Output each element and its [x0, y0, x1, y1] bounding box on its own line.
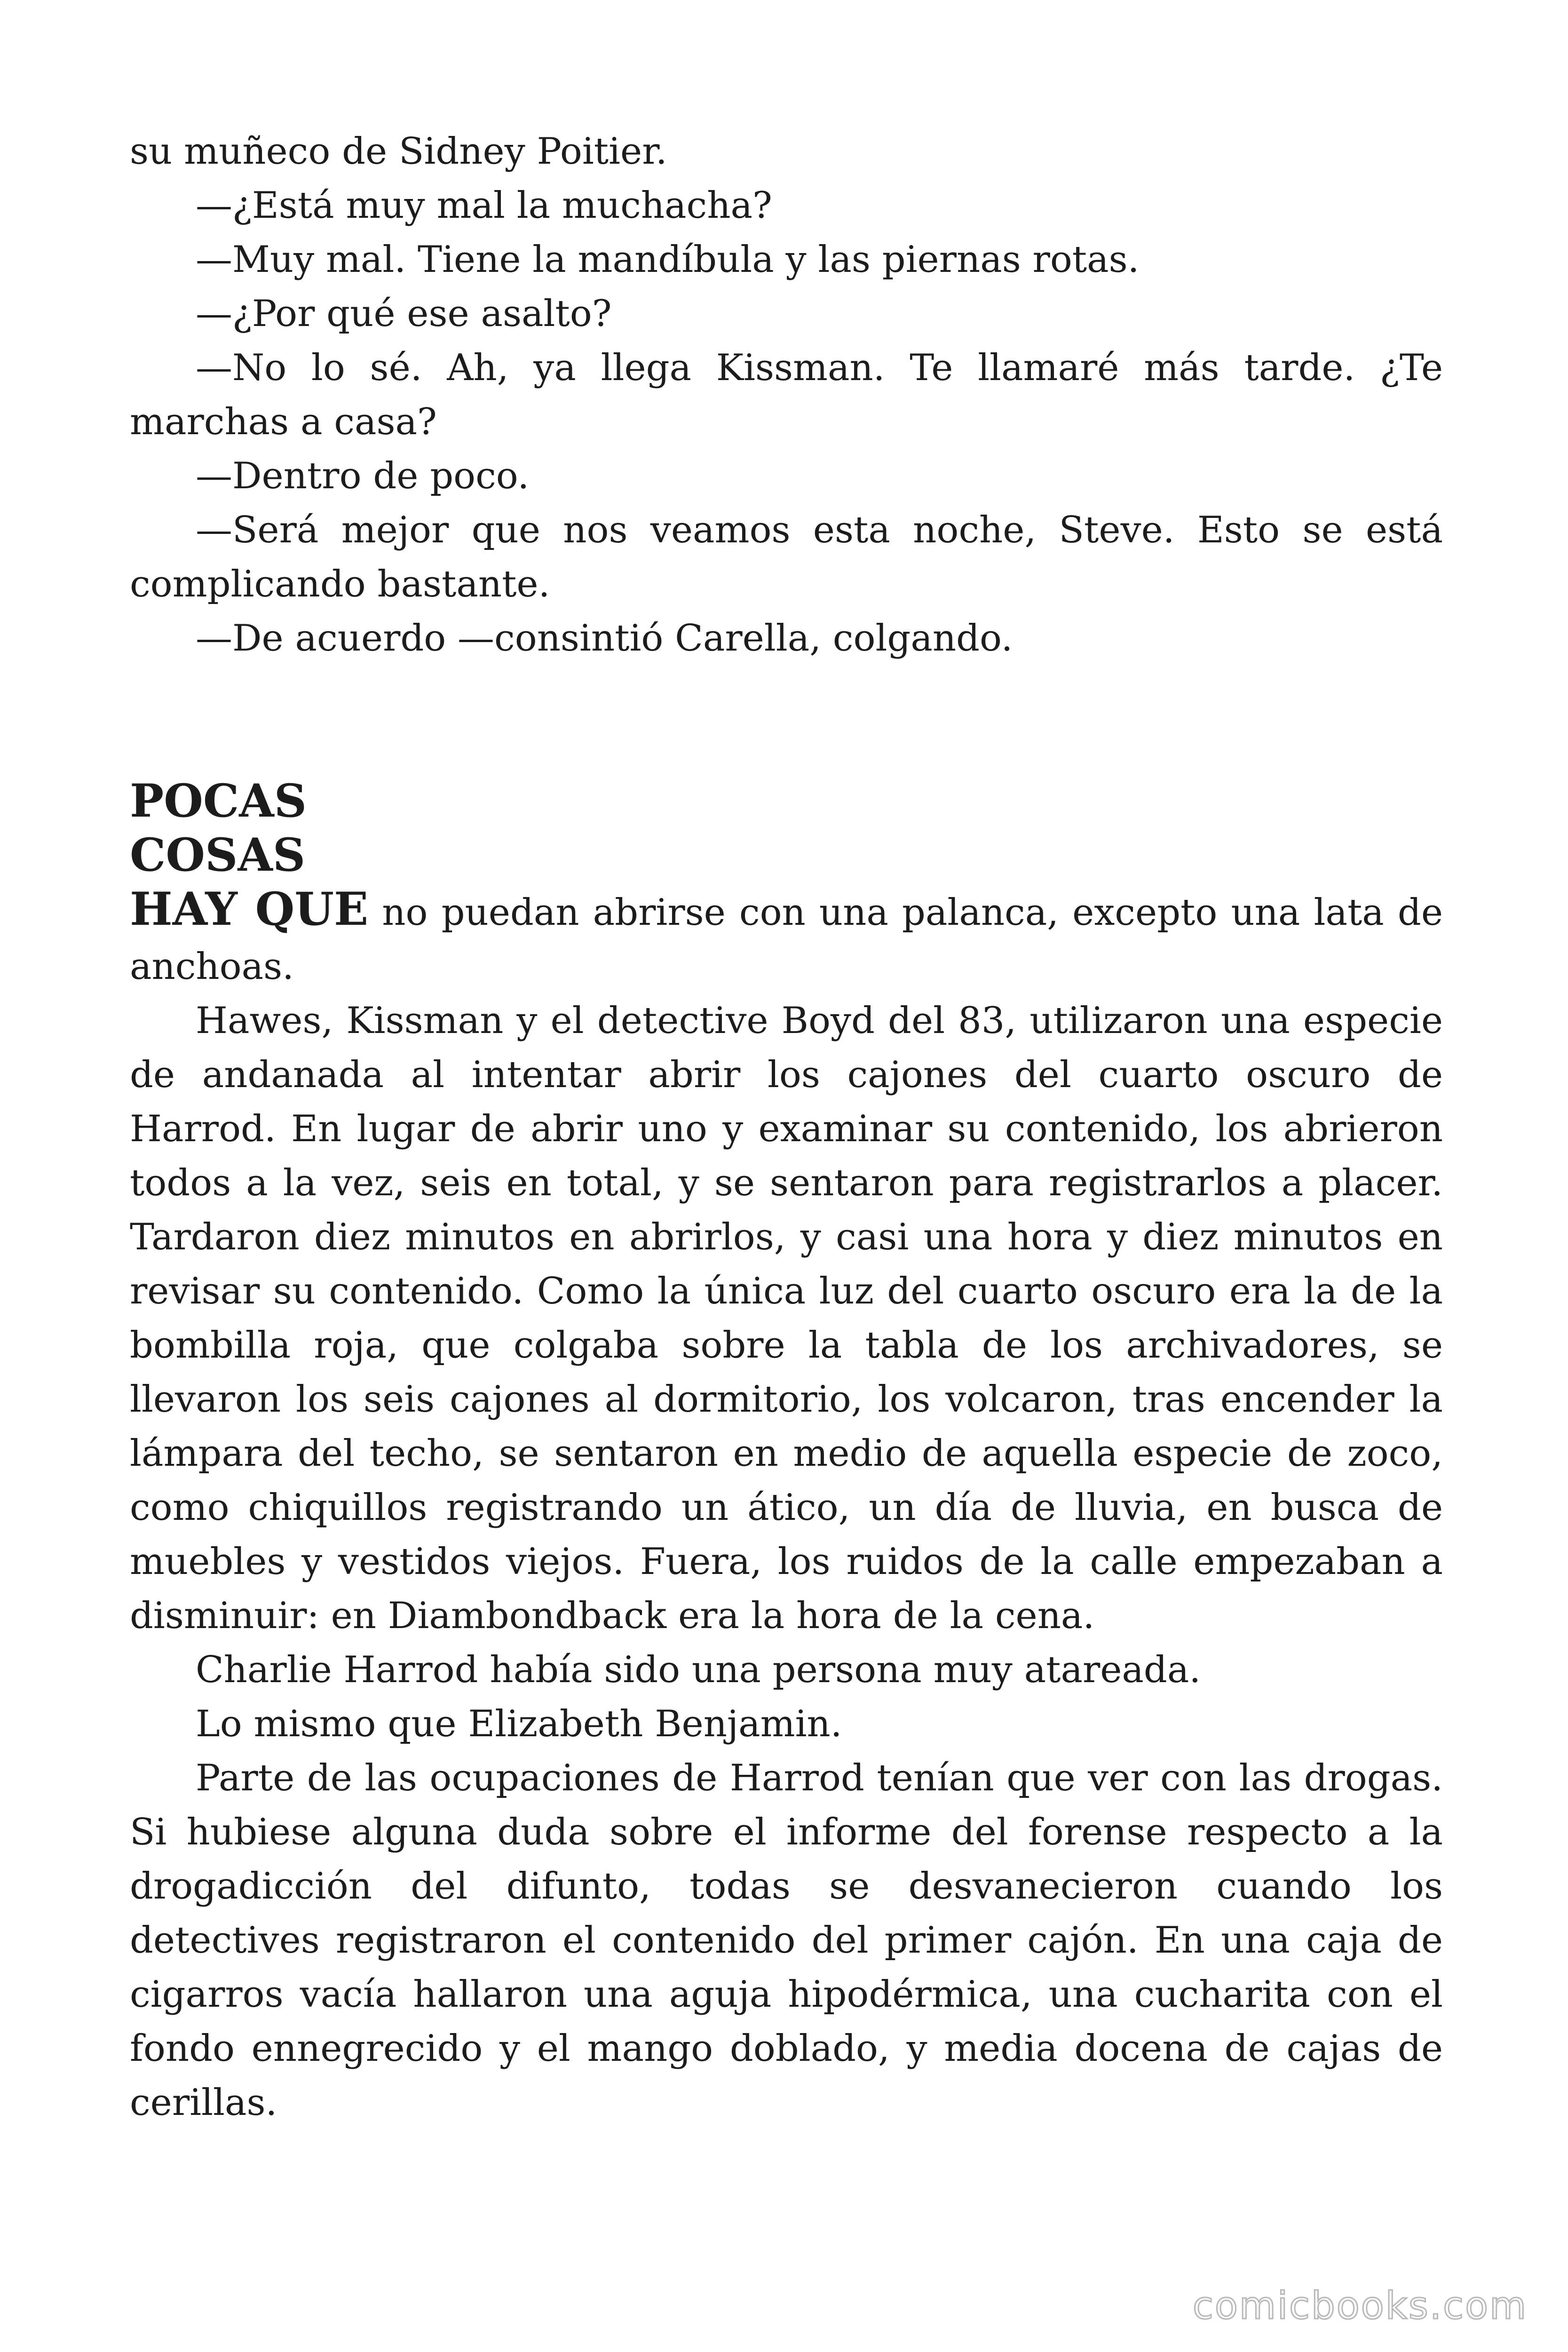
dialogue-line: —No lo sé. Ah, ya llega Kissman. Te llamaré más tarde. ¿Te marchas a casa?: [130, 347, 1443, 443]
paragraph: Charlie Harrod había sido una persona muy atareada.: [196, 1649, 1201, 1691]
dialogue-line: —De acuerdo —consintió Carella, colgando.: [196, 617, 1013, 660]
paragraph: Hawes, Kissman y el detective Boyd del 83, utilizaron una especie de andanada al intentar abrir los cajones del cuarto oscuro de Harrod. En lugar de abrir uno y examinar su contenido, los abrieron todos a la vez, seis en total, y se sentaron para registrarlos a placer. Tardaron diez minutos en abrirlos, y casi una hora y diez minutos en revisar su contenido. Como la única luz del cuarto oscuro era la de la bombilla roja, que colgaba sobre la tabla de los archivadores, se llevaron los seis cajones al dormitorio, los volcaron, tras encender la lámpara del techo, se sentaron en medio de aquella especie de zoco, como chiquillos registrando un ático, un día de lluvia, en busca de muebles y vestidos viejos. Fuera, los ruidos de la calle empezaban a disminuir: en Diambondback era la hora de la cena.: [130, 1000, 1443, 1637]
section-lead-line-3: HAY QUE: [130, 882, 369, 936]
dialogue-line: —¿Por qué ese asalto?: [196, 293, 612, 335]
section-break: [130, 666, 1443, 774]
dialogue-line: —Dentro de poco.: [196, 455, 530, 497]
section-lead-line-1: POCAS: [130, 774, 307, 827]
paragraph: su muñeco de Sidney Poitier.: [130, 130, 667, 173]
watermark: comicbooks.com: [1192, 2284, 1528, 2328]
paragraph: Lo mismo que Elizabeth Benjamin.: [196, 1703, 842, 1745]
section-lead-rest: no puedan abrirse con una palanca, excepto una lata de anchoas.: [130, 891, 1443, 988]
dialogue-line: —Será mejor que nos veamos esta noche, Steve. Esto se está complicando bastante.: [130, 509, 1443, 605]
section-lead-line-2: COSAS: [130, 828, 306, 882]
page-body: [130, 125, 1443, 2130]
section-opening-paragraph: [130, 882, 1443, 994]
dialogue-line: —Muy mal. Tiene la mandíbula y las piernas rotas.: [196, 238, 1140, 281]
paragraph: Parte de las ocupaciones de Harrod tenían que ver con las drogas. Si hubiese alguna duda sobre el informe del forense respecto a la drogadicción del difunto, todas se desvanecieron cuando los detectives registraron el contenido del primer cajón. En una caja de cigarros vacía hallaron una aguja hipodérmica, una cucharita con el fondo ennegrecido y el mango doblado, y media docena de cajas de cerillas.: [130, 1757, 1443, 2124]
dialogue-line: —¿Está muy mal la muchacha?: [196, 184, 772, 227]
